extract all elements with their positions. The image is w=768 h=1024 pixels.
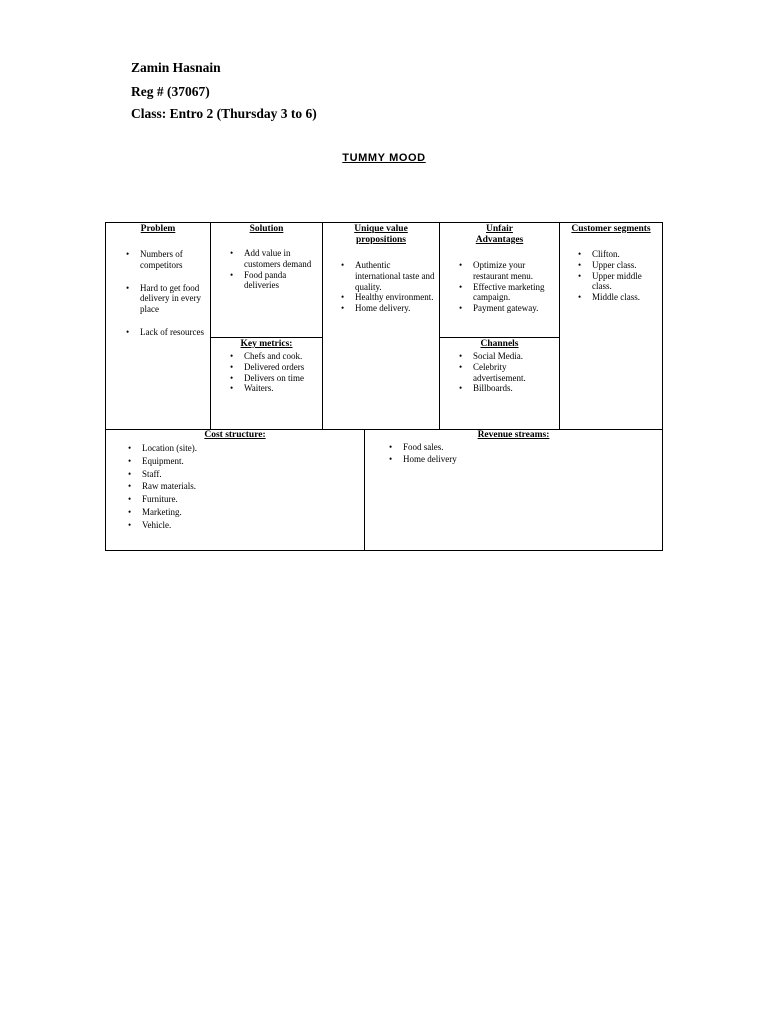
key-metrics-list <box>215 351 318 394</box>
key-metrics-cell <box>211 338 322 429</box>
solution-list <box>215 248 318 291</box>
list-item: • Staff. <box>126 468 360 481</box>
solution-cell <box>211 223 322 337</box>
list-item: • Location (site). <box>126 442 360 455</box>
problem-title: Problem <box>140 224 176 234</box>
list-item: • Marketing. <box>126 506 360 519</box>
list-item: • Home delivery. <box>339 303 435 314</box>
unfair-advantages-title: Unfair Advantages <box>475 224 524 245</box>
list-item: • Raw materials. <box>126 480 360 493</box>
class-info: Class: Entro 2 (Thursday 3 to 6) <box>131 106 317 121</box>
revenue-streams-cell <box>365 430 662 550</box>
list-item: • Lack of resources <box>124 327 206 338</box>
cost-structure-cell <box>106 430 364 550</box>
channels-cell <box>440 338 559 429</box>
revenue-streams-title: Revenue streams: <box>477 430 550 440</box>
list-item: • Waiters. <box>228 383 318 394</box>
list-item: • Chefs and cook. <box>228 351 318 362</box>
list-item: • Social Media. <box>457 351 555 362</box>
list-item: • Upper class. <box>576 260 660 271</box>
customer-segments-cell <box>560 223 662 429</box>
list-item: • Healthy environment. <box>339 292 435 303</box>
solution-title: Solution <box>249 224 284 234</box>
list-item: • Equipment. <box>126 455 360 468</box>
uvp-cell <box>323 223 439 429</box>
cost-structure-list <box>110 442 360 532</box>
list-item: • Payment gateway. <box>457 303 555 314</box>
list-item: • Delivers on time <box>228 373 318 384</box>
list-item: • Delivered orders <box>228 362 318 373</box>
channels-title: Channels <box>480 339 519 349</box>
document-title: TUMMY MOOD <box>342 152 426 164</box>
list-item: • Middle class. <box>576 292 660 303</box>
student-name: Zamin Hasnain <box>131 60 221 75</box>
list-item: • Food panda deliveries <box>228 270 318 292</box>
uvp-list <box>327 260 435 314</box>
channels-list <box>444 351 555 394</box>
list-item: • Home delivery <box>387 454 658 466</box>
problem-list <box>110 249 206 338</box>
list-item: • Furniture. <box>126 493 360 506</box>
list-item: • Numbers of competitors <box>124 249 206 271</box>
list-item: • Billboards. <box>457 383 555 394</box>
list-item: • Optimize your restaurant menu. <box>457 260 555 282</box>
customer-segments-title: Customer segments <box>571 224 651 234</box>
cost-structure-title: Cost structure: <box>204 430 266 440</box>
list-item: • Add value in customers demand <box>228 248 318 270</box>
problem-cell <box>106 223 210 429</box>
registration-number: Reg # (37067) <box>131 84 210 99</box>
uvp-title: Unique value propositions <box>354 224 408 245</box>
list-item: • Hard to get food delivery in every place <box>124 283 206 315</box>
list-item: • Upper middle class. <box>576 271 660 293</box>
list-item: • Clifton. <box>576 249 660 260</box>
lean-canvas <box>105 222 663 551</box>
revenue-streams-list <box>369 442 658 465</box>
list-item: • Effective marketing campaign. <box>457 282 555 304</box>
unfair-advantages-list <box>444 260 555 314</box>
key-metrics-title: Key metrics: <box>240 339 293 349</box>
unfair-advantages-cell <box>440 223 559 337</box>
customer-segments-list <box>562 249 660 303</box>
list-item: • Authentic international taste and quality. <box>339 260 435 292</box>
list-item: • Celebrity advertisement. <box>457 362 555 384</box>
list-item: • Vehicle. <box>126 519 360 532</box>
list-item: • Food sales. <box>387 442 658 454</box>
